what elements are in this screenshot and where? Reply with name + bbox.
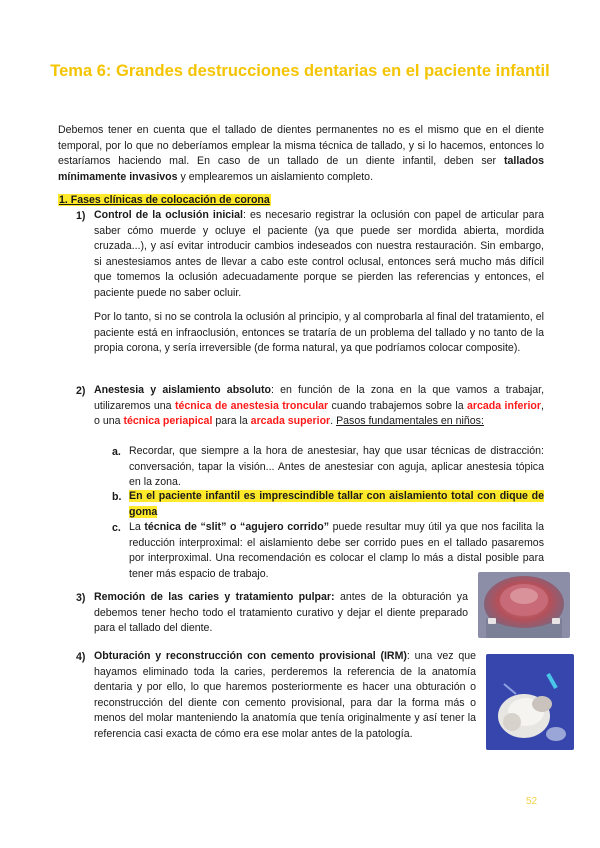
page-number: 52: [526, 796, 538, 807]
sub-item-letter: a.: [112, 446, 121, 458]
item-4-text: Obturación y reconstrucción con cemento provisional (IRM): una vez que hayamos eliminado toda la caries, perderemos la referencia de la anatomía dentaria y por ello, lo que haremos posteriormente es hacer una obturación o reconstrucción del diente con cemento provisional, para dar la forma más o menos del molar manteniendo la anatomía que tenía originalmente y así tener la referencia casi exacta de cómo era ese molar antes de la patología.: [94, 650, 477, 740]
item-number: 3): [76, 592, 86, 604]
item-1-paragraph-2: Por lo tanto, si no se controla la oclusión al principio, y al comprobarla al final del tratamiento, el paciente está en infraoclusión, entonces se trataría de un problema del tallado y no tanto de la propia corona, y sería irreversible (de forma natural, ya que podríamos colocar composite).: [94, 311, 544, 355]
intro-paragraph: Debemos tener en cuenta que el tallado de dientes permanentes no es el mismo que en el diente temporal, por lo que no deberíamos emplear la misma técnica de tallado, y si lo hacemos, entonces lo estaríamos haciendo mal. En caso de un tallado de un diente infantil, deben ser tallados mínimamente invasivos y emplearemos un aislamiento completo.: [58, 124, 544, 183]
section-heading: 1. Fases clínicas de colocación de corona: [59, 194, 270, 206]
item-1-text: Control de la oclusión inicial: es necesario registrar la oclusión con papel de articular para saber cómo muerde y ocluye el paciente (ya que puede ser mordida abierta, mordida cruzada...), y así evitar introducir cambios indeseados con nuestra restauración. Sin embargo, si anestesiamos antes de llevar a cabo este control oclusal, entonces será mucho más difícil que tomemos la oclusión adecuadamente porque se pierden las referencias y entonces, el paciente puede no saber ocluir.: [94, 209, 544, 299]
item-number: 1): [76, 210, 86, 222]
clinical-photo-molar: [486, 654, 574, 750]
item-2-text: Anestesia y aislamiento absoluto: en función de la zona en la que vamos a trabajar, utilizaremos una técnica de anestesia troncular cuando trabajemos sobre la arcada inferior, o una técnica periapical para la arcada superior. Pasos fundamentales en niños:: [94, 384, 545, 428]
sub-item-b: En el paciente infantil es imprescindible tallar con aislamiento total con dique de goma: [129, 490, 544, 518]
sub-item-letter: b.: [112, 491, 122, 503]
clinical-photo-mouth: [478, 572, 570, 638]
item-number: 4): [76, 651, 86, 663]
sub-item-letter: c.: [112, 522, 121, 534]
page-title: Tema 6: Grandes destrucciones dentarias en el paciente infantil: [50, 62, 550, 80]
sub-item-c: La técnica de “slit” o “agujero corrido” puede resultar muy útil ya que nos facilita la reducción interproximal: el aislamiento debe ser corrido pues en el tallado pasaremos por interproximal. Una recomendación es colocar el clamp lo más a distal posible para tener más espacio de trabajo.: [129, 521, 545, 580]
item-number: 2): [76, 385, 86, 397]
item-3-text: Remoción de las caries y tratamiento pulpar: antes de la obturación ya debemos tener hecho todo el tratamiento curativo y dejar el diente preparado para el tallado del diente.: [94, 591, 468, 635]
sub-item-a: Recordar, que siempre a la hora de anestesiar, hay que usar técnicas de distracción: conversación, tapar la visión... Antes de anestesiar con aguja, aplicar anestesia tópica en la zona.: [129, 445, 544, 489]
